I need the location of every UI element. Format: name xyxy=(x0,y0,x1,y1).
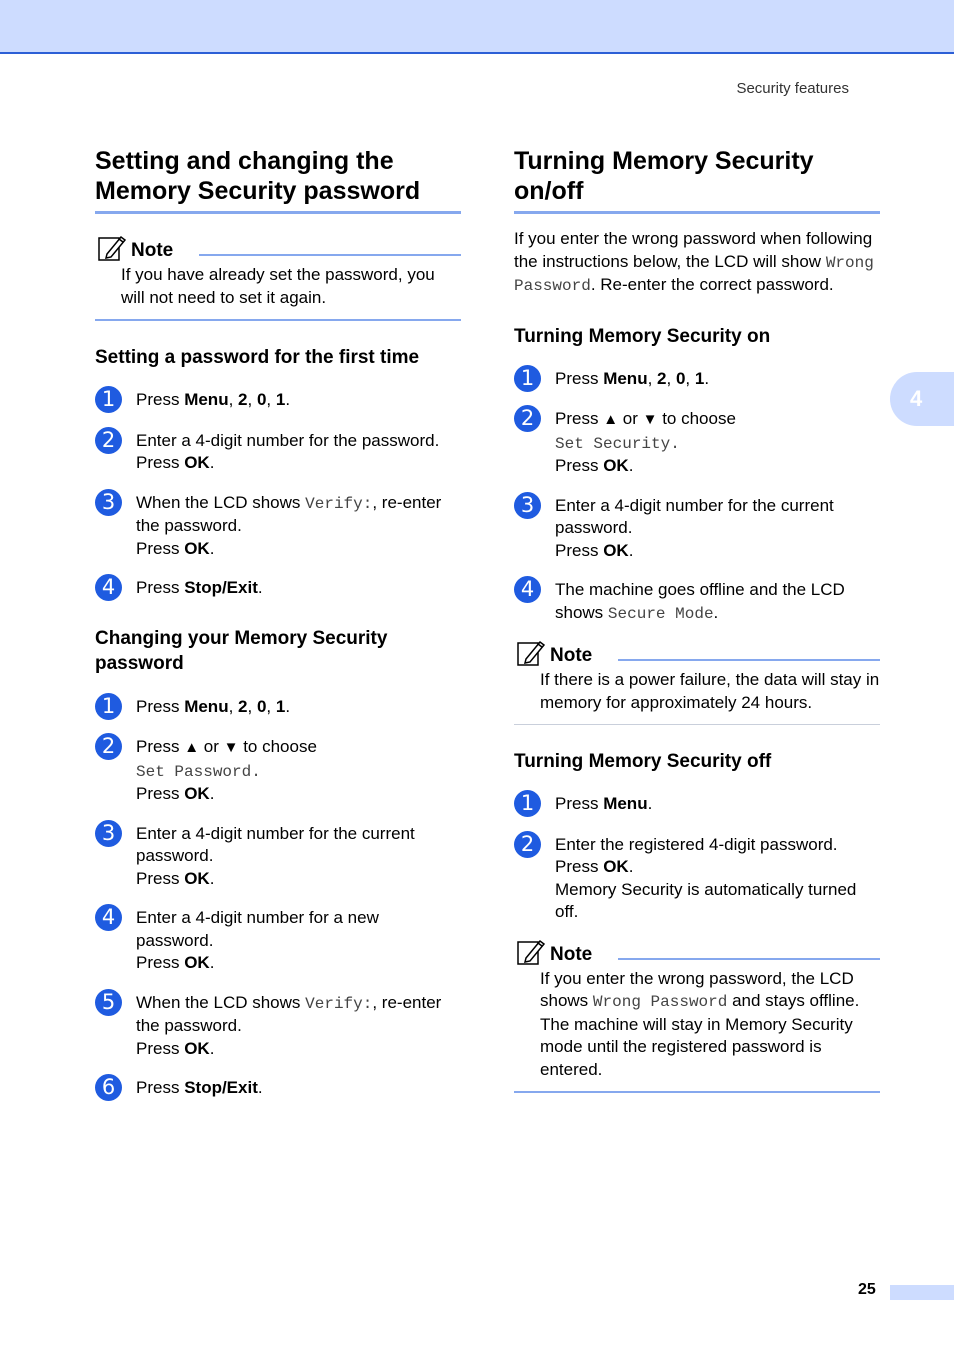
step-2: 2 Enter a 4-digit number for the password. Press OK. xyxy=(95,430,461,475)
note-pencil-icon xyxy=(516,938,546,966)
step-3: 3 Enter a 4-digit number for the current password. Press OK. xyxy=(95,823,461,891)
top-banner xyxy=(0,0,954,54)
subsection-heading: Turning Memory Security off xyxy=(514,751,772,772)
lcd-text: Set Security xyxy=(555,434,671,453)
step-2: 2 Press ▲ or ▼ to choose Set Password. Press OK. xyxy=(95,736,461,806)
subsection-heading: Turning Memory Security on xyxy=(514,325,771,347)
section-title: Setting and changing the Memory Security password xyxy=(95,146,461,214)
step-number-5: 5 xyxy=(95,989,122,1016)
lcd-text: Wrong Password xyxy=(592,993,728,1011)
step-number-3: 3 xyxy=(95,820,122,847)
step-6: 6 Press Stop/Exit. xyxy=(95,1077,461,1100)
note-title: Note xyxy=(131,240,174,261)
step-number-3: 3 xyxy=(514,492,541,519)
up-arrow-icon: ▲ xyxy=(184,739,200,756)
step-1: 1 Press Menu, 2, 0, 1. xyxy=(514,368,880,391)
note-text: If you have already set the password, you will not need to set it again. xyxy=(121,265,435,307)
subsection-heading: Setting a password for the first time xyxy=(95,347,420,368)
note-pencil-icon xyxy=(516,639,546,667)
step-number-2: 2 xyxy=(95,427,122,454)
step-2: 2 Enter the registered 4-digit password. Press OK. Memory Security is automatically turned off. xyxy=(514,834,880,924)
step-number-1: 1 xyxy=(95,386,122,413)
step-number-6: 6 xyxy=(95,1074,122,1101)
subsection-heading: Changing your Memory Security password xyxy=(95,627,388,674)
note-pencil-icon xyxy=(97,234,127,262)
note-text: If there is a power failure, the data will stay in memory for approximately 24 hours. xyxy=(540,670,880,712)
lcd-text: Verify: xyxy=(305,994,373,1013)
step-number-4: 4 xyxy=(514,576,541,603)
step-4: 4 Enter a 4-digit number for a new password. Press OK. xyxy=(95,907,461,975)
step-number-4: 4 xyxy=(95,904,122,931)
step-number-2: 2 xyxy=(514,405,541,432)
intro-paragraph: If you enter the wrong password when following the instructions below, the LCD will show Wrong Password. Re-enter the correct password. xyxy=(514,229,874,295)
note-title: Note xyxy=(550,943,593,965)
step-1: 1 Press Menu. xyxy=(514,793,880,816)
step-4: 4 The machine goes offline and the LCD shows Secure Mode. xyxy=(514,579,880,625)
page-number: 25 xyxy=(858,1281,876,1298)
note-box xyxy=(514,938,880,1094)
step-number-3: 3 xyxy=(95,489,122,516)
lcd-text: Verify: xyxy=(305,494,373,513)
step-4: 4 Press Stop/Exit. xyxy=(95,577,461,600)
note-box xyxy=(514,639,880,725)
step-2: 2 Press ▲ or ▼ to choose Set Security. Press OK. xyxy=(514,408,880,478)
down-arrow-icon: ▼ xyxy=(223,739,239,756)
note-box xyxy=(95,234,461,321)
lcd-text: Set Password xyxy=(136,762,252,781)
page-number-bar xyxy=(890,1285,954,1300)
right-column xyxy=(514,146,880,1093)
left-column xyxy=(95,146,461,1100)
up-arrow-icon: ▲ xyxy=(603,411,619,428)
step-1: 1 Press Menu, 2, 0, 1. xyxy=(95,389,461,412)
note-title: Note xyxy=(550,645,593,666)
running-header: Security features xyxy=(736,80,849,97)
step-3: 3 When the LCD shows Verify:, re-enter the password. Press OK. xyxy=(95,492,461,561)
step-number-1: 1 xyxy=(514,790,541,817)
step-number-4: 4 xyxy=(95,574,122,601)
step-number-1: 1 xyxy=(95,693,122,720)
step-1: 1 Press Menu, 2, 0, 1. xyxy=(95,696,461,719)
lcd-text: Wrong Password xyxy=(514,253,874,295)
down-arrow-icon: ▼ xyxy=(642,411,658,428)
step-5: 5 When the LCD shows Verify:, re-enter the password. Press OK. xyxy=(95,992,461,1061)
lcd-text: Secure Mode xyxy=(607,604,714,623)
step-number-1: 1 xyxy=(514,365,541,392)
step-3: 3 Enter a 4-digit number for the current password. Press OK. xyxy=(514,495,880,563)
section-title: Turning Memory Security on/off xyxy=(514,146,880,214)
note-text: If you enter the wrong password, the LCD shows Wrong Password and stays offline. The machine will stay in Memory Security mode until the registered password is entered. xyxy=(540,968,860,1079)
chapter-tab: 4 xyxy=(890,372,954,426)
step-number-2: 2 xyxy=(95,733,122,760)
step-number-2: 2 xyxy=(514,831,541,858)
